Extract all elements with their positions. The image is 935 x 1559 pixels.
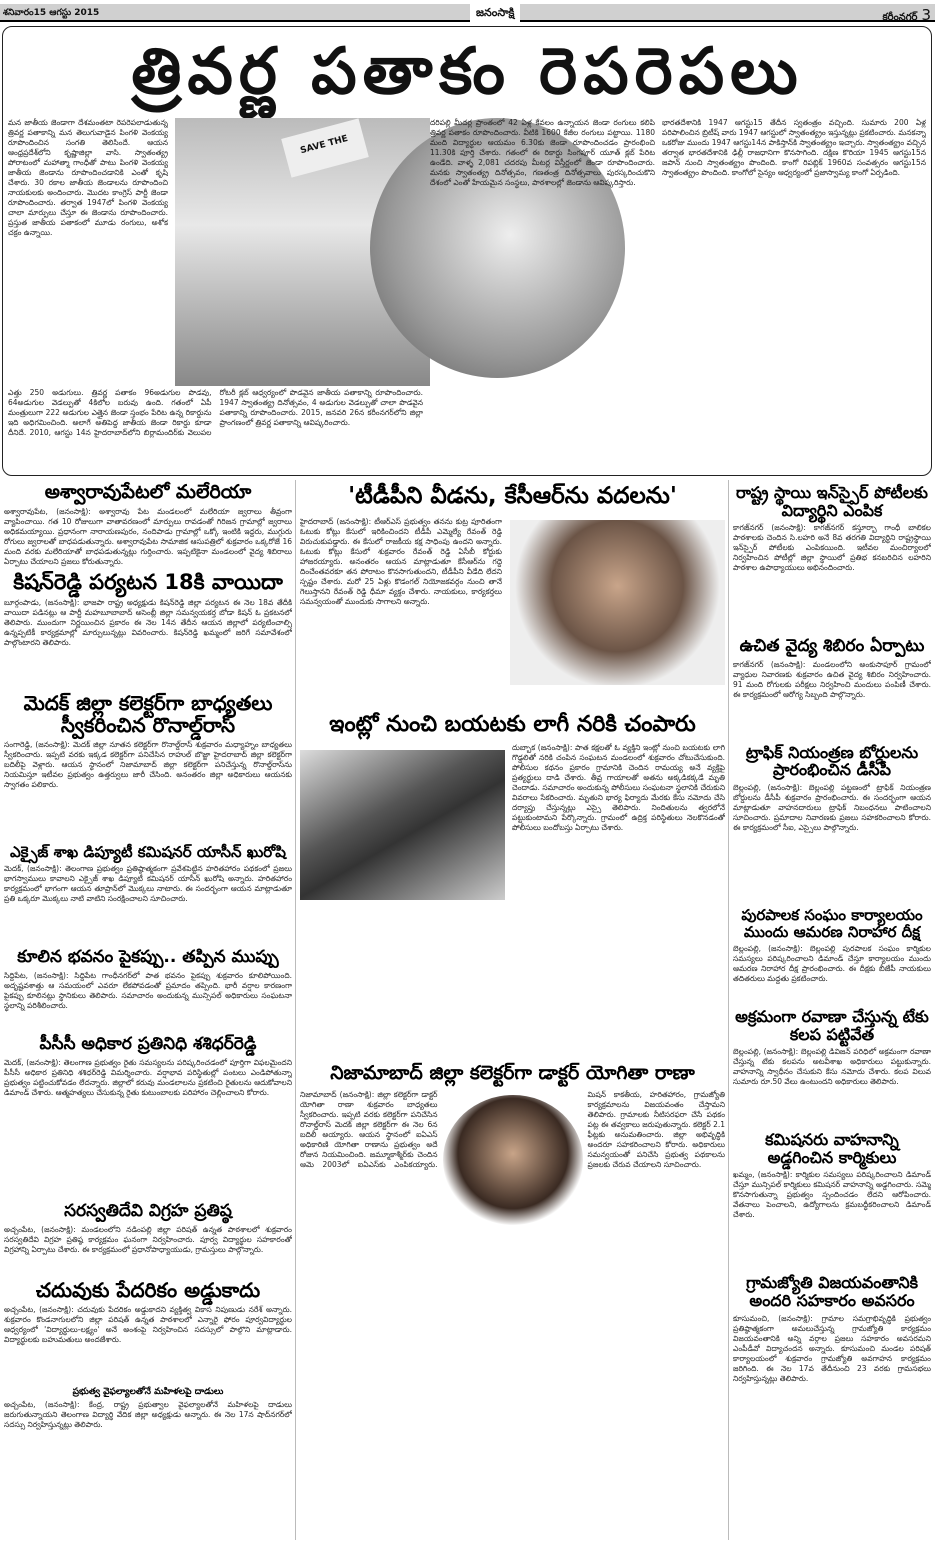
headline: అశ్వారావుపేటలో మలేరియా (44, 481, 252, 503)
article-body: అచ్చంపేట, (జనంసాక్షి): మండలంలోని నడింపల్లి జిల్లా పరిషత్ ఉన్నత పాఠశాలలో శుక్రవారం సరస్వతిదేవి విగ్రహ ప్రతిష్ఠ కార్యక్రమం ఘనంగా నిర్వహించారు. పూర్వ విద్యార్థుల సహకారంతో విగ్రహాన్ని ఏర్పాటు చేశారు. ఈ కార్యక్రమంలో ప్రధానోపాధ్యాయుడు, గ్రామస్తులు పాల్గొన్నారు. (4, 1224, 292, 1254)
article-saraswati (4, 1202, 292, 1275)
article-body: మెదక్, (జనంసాక్షి): తెలంగాణ ప్రభుత్వం రైతు సమస్యలను పరిష్కరించడంలో పూర్తిగా విఫలమైందని పీసీసీ అధికార ప్రతినిధి శశిధర్‌రెడ్డి విమర్శించారు. వర్షాభావ పరిస్థితుల్లో పంటలు ఎండిపోతున్నా ప్రభుత్వం పట్టించుకోవడం లేదన్నారు. జిల్లాలో కరువు మండలాలను ప్రకటించి రైతులను ఆదుకోవాలని డిమాండ్ చేశారు. ఆత్మహత్యలు చేసుకున్న రైతు కుటుంబాలకు పరిహారం చెల్లించాలని కోరారు. (4, 1057, 292, 1097)
article-medak (4, 692, 292, 840)
article-body: బెల్లంపల్లి, (జనంసాక్షి): బెల్లంపల్లి డివిజన్ పరిధిలో అక్రమంగా రవాణా చేస్తున్న టేకు కలపను అటవీశాఖ అధికారులు పట్టుకున్నారు. వాహనాన్ని స్వాధీనం చేసుకుని కేసు నమోదు చేశారు. కలప విలువ సుమారు రూ.50 వేలు ఉంటుందని అధికారులు తెలిపారు. (733, 1047, 931, 1087)
headline: ఉచిత వైద్య శిబిరం ఏర్పాటు (739, 636, 925, 657)
column-divider (728, 480, 729, 1540)
article-body: సిద్దిపేట, (జనంసాక్షి): సిద్దిపేట గాంధీనగర్‌లో పాత భవనం పైకప్పు శుక్రవారం కూలిపోయింది. అదృష్టవశాత్తు ఆ సమయంలో ఎవరూ లేకపోవడంతో ప్రమాదం తప్పింది. భారీ వర్షాల కారణంగా పైకప్పు కూలినట్లు స్థానికులు తెలిపారు. సమాచారం అందుకున్న మున్సిపల్ అధికారులు సంఘటనా స్థలాన్ని పరిశీలించారు. (4, 971, 292, 1011)
headline: ఇంట్లో నుంచి బయటకు లాగీ నరికి చంపారు (329, 712, 696, 737)
article-education (4, 1279, 292, 1441)
article-traffic (733, 744, 931, 903)
article-malaria (4, 482, 292, 567)
headline: మెదక్ జిల్లా కలెక్టర్‌గా బాధ్యతలు స్వీకరించిన రొనాల్డ్‌రాస్ (23, 690, 273, 737)
article-body: మెదక్, (జనంసాక్షి): తెలంగాణ ప్రభుత్వం ప్రతిష్ఠాత్మకంగా ప్రవేశపెట్టిన హరితహారం పథకంలో ప్రజలు భాగస్వాములు కావాలని ఎక్సైజ్ శాఖ డిప్యూటీ కమిషనర్ యాసీన్ ఖురోషి అన్నారు. హరితహారం కార్యక్రమంలో భాగంగా ఆయన తూప్రాన్‌లో మొక్కలు నాటారు. ఈ సందర్భంగా ఆయన మాట్లాడుతూ ప్రతి ఒక్కరూ మొక్కలు నాటి వాటిని సంరక్షించాలని సూచించారు. (4, 864, 292, 904)
article-excise (4, 844, 292, 945)
article-commissioner (733, 1131, 931, 1270)
headline: ట్రాఫిక్ నియంత్రణ బోర్డులను ప్రారంభించిన డీసీపీ (745, 742, 919, 780)
page-number: 3 (921, 6, 931, 24)
article-teak (733, 1008, 931, 1127)
article-body: హైదరాబాద్ (జనంసాక్షి): టీఆర్‌ఎస్ ప్రభుత్వం తనను కుట్ర పూరితంగా ఓటుకు కోట్లు కేసులో ఇరికించిందని టీడీపీ ఎమ్మెల్యే రేవంత్ రెడ్డి విరుచుకుపడ్డారు. ఈ కేసులో రాజకీయ కక్ష సాధింపు ఉందని అన్నారు. ఓటుకు కోట్లు కేసులో శుక్రవారం రేవంత్ రెడ్డి ఏసీబీ కోర్టుకు హాజరయ్యారు. అనంతరం ఆయన మాట్లాడుతూ కేసీఆర్‌ను గద్దె దించేంతవరకూ తన పోరాటం కొనసాగుతుందని, టీడీపీని వీడేది లేదని స్పష్టం చేశారు. మరో 25 ఏళ్లు కొడంగల్ నియోజకవర్గం నుంచి తానే గెలుస్తానని రేవంత్ రెడ్డి ధీమా వ్యక్తం చేశారు. నాయకులు, కార్యకర్తలు సమన్వయంతో ముందుకు సాగాలని అన్నారు. (300, 517, 502, 607)
article-body: అచ్చంపేట, (జనంసాక్షి): చదువుకు పేదరికం అడ్డుకాదని వ్యక్తిత్వ వికాస నిపుణుడు నరేశ్ అన్నారు. శుక్రవారం కొండనాగులలోని జిల్లా పరిషత్ ఉన్నత పాఠశాలలో ఎన్నారై ఫోరం పూర్వవిద్యార్థుల ఆధ్వర్యంలో 'విద్యార్థులు-లక్ష్యం' అనే అంశంపై నిర్వహించిన సదస్సులో పాల్గొని మాట్లాడారు. విద్యార్థులకు బహుమతులు అందజేశారు. (4, 1304, 292, 1344)
article-body: దుబ్బాక (జనంసాక్షి): పాత కక్షలతో ఓ వ్యక్తిని ఇంట్లో నుంచి బయటకు లాగి గొడ్డలితో నరికి చంపిన సంఘటన మండలంలో శుక్రవారం చోటుచేసుకుంది. పోలీసుల కథనం ప్రకారం గ్రామానికి చెందిన రామయ్య అనే వ్యక్తిపై ప్రత్యర్థులు దాడి చేశారు. తీవ్ర గాయాలతో అతను అక్కడికక్కడే మృతి చెందాడు. సమాచారం అందుకున్న పోలీసులు సంఘటనా స్థలానికి చేరుకుని వివరాలు సేకరించారు. మృతుని భార్య ఫిర్యాదు మేరకు కేసు నమోదు చేసి దర్యాప్తు చేస్తున్నట్లు ఎస్సై తెలిపారు. నిందితులను త్వరలోనే పట్టుకుంటామని పేర్కొన్నారు. గ్రామంలో ఉద్రిక్త పరిస్థితులు నెలకొనడంతో పోలీసులు బందోబస్తు ఏర్పాటు చేశారు. (512, 743, 725, 833)
headline: కిషన్‌రెడ్డి పర్యటన 18కి వాయిదా (13, 569, 283, 594)
article-inspire (733, 484, 931, 633)
feature-text-right2: భారతదేశానికి 1947 ఆగస్టు15 తేదీన స్వతంత్రం వచ్చింది. సుమారు 200 ఏళ్ల పరిపాలించిన బ్రిటీష్ వారు 1947 ఆగస్టులో స్వాతంత్య్రం ఇస్తున్నట్లు ప్రకటించారు. మనకన్నా ఒకరోజు ముందు 1947 ఆగస్టు14న పాకిస్తాన్‌కి స్వాతంత్య్రం ఇచ్చారు. స్వాతంత్య్రం వచ్చిన తర్వాత భారతదేశానికి ఢిల్లీ రాజధానిగా కొనసాగింది. దక్షిణ కొరియా 1945 ఆగస్టు15న జపాన్ నుంచి స్వాతంత్య్రం పొందింది. కాంగో రిపబ్లిక్ 1960వ సంవత్సరం ఆగస్టు15న స్వాతంత్య్రం పొందింది. కాంగోలో సైన్యం ఆధ్వర్యంలో ప్రజాస్వామ్య కాంగో ఏర్పడింది. (662, 118, 926, 177)
article-murder (300, 705, 725, 993)
headline: గ్రామజ్యోతి విజయవంతానికి అందరి సహకారం అవసరం (746, 1273, 918, 1311)
article-gramajyothi (733, 1274, 931, 1423)
edition-name: కరీంనగర్ (882, 12, 918, 23)
feature-text-bottom: ఎత్తు 250 అడుగులు. త్రివర్ణ పతాకం 96అడుగుల పొడవు, 64అడుగుల వెడల్పుతో 4కిలోల బరువు ఉంది. గతంలో ఏపీ మంత్రులుగా 222 అడుగుల ఎత్తైన జెండా స్తంభం పేరిట ఉన్న రికార్డును ఇది అధిగమించింది. అలాగే అతిపెద్ద జాతీయ జెండా రికార్డు కూడా దీనిదే. 2010, ఆగస్టు 14న హైదరాబాద్‌లోని బిర్లామందిర్‌కు వెలుపల రోటరీ క్లబ్ ఆధ్వర్యంలో పొడవైన జాతీయ పతాకాన్ని రూపొందించారు. 1947 స్వాతంత్య్ర దినోత్సవం, 4 అడుగుల వెడల్పుతో చాలా పొడవైన పతాకాన్ని రూపొందించారు. 2015, జనవరి 26న కరీంనగర్‌లోని జిల్లా ప్రాంగణంలో త్రివర్ణ పతాకాన్ని ఆవిష్కరించారు. (8, 388, 423, 437)
headline: కూలిన భవనం పైకప్పు.. తప్పిన ముప్పు (17, 947, 279, 968)
article-body: బూర్గంపాడు, (జనంసాక్షి): భాజపా రాష్ట్ర అధ్యక్షుడు కిషన్‌రెడ్డి జిల్లా పర్యటన ఈ నెల 18వ తేదీకి వాయిదా పడినట్లు ఆ పార్టీ మహబూబాబాద్ అసెంబ్లీ జిల్లా సమన్వయకర్త బోడా కిషన్ ఓ ప్రకటనలో తెలిపారు. ముందుగా నిర్ణయించిన ప్రకారం ఈ నెల 14న తేదీన ఆయన జిల్లాలో పర్యటించాల్సి ఉన్నప్పటికీ కార్యక్రమాల్లో మార్పులున్నట్లు వివరించారు. కిషన్‌రెడ్డి ఖమ్మంలో జరిగే సమావేశంలో పాల్గొంటారని తెలిపారు. (4, 597, 292, 647)
headline: పీసీసీ అధికార ప్రతినిధి శశిధర్‌రెడ్డి (39, 1034, 257, 1055)
feature-text-left: మన జాతీయ జెండాగా దేశమంతటా రెపరెపలాడుతున్న త్రివర్ణ పతాకాన్ని మన తెలుగువాడైన పింగళి వెంకయ్య రూపొందించిన సంగతి తెలిసిందే. ఆయన ఆంధ్రప్రదేశ్‌లోని కృష్ణాజిల్లా వాసి. స్వాతంత్య్ర పోరాటంలో మహాత్మా గాంధీతో పాటు పింగళి వెంకయ్య జాతీయ జెండాను రూపొందించడానికి ఎంతో కృషి చేశారు. 30 రకాల జాతీయ జెండాలను రూపొందించి నాయకులకు అందించారు. మొదట కాంగ్రెస్ పార్టీ జెండా రూపొందించారు. తర్వాత 1947లో పింగళి వెంకయ్య చాలా మార్పులు చేస్తూ ఈ జెండాను రూపొందించారు. ప్రస్తుత జాతీయ పతాకంలో మూడు రంగులు, అశోక చక్రం ఉన్నాయి. (8, 118, 168, 237)
article-body: అశ్వారావుపేట, (జనంసాక్షి): అశ్వారావు పేట మండలంలో మలేరియా జ్వరాలు తీవ్రంగా వ్యాపించాయి. గత 10 రోజులుగా వాతావరణంలో మార్పులు రావడంతో గిరిజన గ్రామాల్లో జ్వరాలు అధికమయ్యాయి. ప్రధానంగా నారాయణపురం, నందిపాడు గ్రామాల్లో ఒక్కో ఇంటికి ఇద్దరు, ముగ్గురు రోగులు జ్వరాలతో బాధపడుతున్నారు. అశ్వారావుపేట సామాజిక ఆసుపత్రిలో శుక్రవారం ఒక్కరోజే 16 మంది వరకు మలేరియాతో బాధపడుతున్నట్లు గుర్తించారు. ఇప్పటికైనా మండలంలో వైద్య శిబిరాలు ఏర్పాటు చేయాలని ప్రజలు కోరుతున్నారు. (4, 506, 292, 566)
column-divider (295, 480, 296, 1540)
article-pcc (4, 1035, 292, 1198)
headline: చదువుకు పేదరికం అడ్డుకాదు (35, 1277, 261, 1302)
article-body: కాగజ్‌నగర్ (జనంసాక్షి): మండలంలోని అంకుసాపూర్ గ్రామంలో వ్యాధుల నివారణకు శుక్రవారం ఉచిత వైద్య శిబిరం నిర్వహించారు. 91 మంది రోగులకు పరీక్షలు నిర్వహించి మందులు పంపిణీ చేశారు. ఈ కార్యక్రమంలో ఆరోగ్య సిబ్బంది పాల్గొన్నారు. (733, 659, 931, 699)
article-body: సంగారెడ్డి, (జనంసాక్షి): మెదక్ జిల్లా నూతన కలెక్టర్‌గా రొనాల్డ్‌రాస్ శుక్రవారం మధ్యాహ్నం బాధ్యతలు స్వీకరించారు. ఇప్పటి వరకు ఇక్కడ కలెక్టర్‌గా పనిచేసిన రాహుల్ బొజ్జా హైదరాబాద్ జిల్లా కలెక్టర్‌గా బదిలీపై వెళ్లారు. ఆయన స్థానంలో నిజామాబాద్ జిల్లా కలెక్టర్‌గా పనిచేస్తున్న రొనాల్డ్‌రాస్‌ను నియమిస్తూ ఇటీవల ప్రభుత్వం ఉత్తర్వులు జారీ చేసింది. అనంతరం జిల్లా అధికారులు ఆయనకు స్వాగతం పలికారు. (4, 739, 292, 789)
article-hunger (733, 907, 931, 1004)
article-body: ఖమ్మం, (జనంసాక్షి): కార్మికుల సమస్యలు పరిష్కరించాలని డిమాండ్ చేస్తూ మున్సిపల్ కార్మికులు కమిషనర్ వాహనాన్ని అడ్డగించారు. సమ్మె కొనసాగుతున్నా ప్రభుత్వం స్పందించడం లేదని ఆరోపించారు. వేతనాలు పెంచాలని, ఉద్యోగాలను క్రమబద్ధీకరించాలని డిమాండ్ చేశారు. (733, 1170, 931, 1220)
article-body: బెల్లంపల్లి, (జనంసాక్షి): బెల్లంపల్లి పురపాలక సంఘం కార్మికుల సమస్యలు పరిష్కరించాలని డిమాండ్ చేస్తూ కార్యాలయం ముందు ఆమరణ నిరాహార దీక్ష ప్రారంభించారు. ఈ దీక్షకు బీజేపీ నాయకులు తదితరులు మద్దతు ప్రకటించారు. (733, 944, 931, 984)
article-kishan (4, 571, 292, 688)
headline: 'టీడీపీని వీడను, కేసీఆర్‌ను వదలను' (348, 483, 677, 509)
headline: సరస్వతిదేవి విగ్రహ ప్రతిష్ఠ (64, 1200, 232, 1221)
revanth-reddy-photo (510, 520, 725, 685)
article-body: కాగజ్‌నగర్ (జనంసాక్షి): కాగజ్‌నగర్ కస్తూర్బా గాంధీ బాలికల పాఠశాలకు చెందిన సి.లహరి అనే 8వ తరగతి విద్యార్థిని రాష్ట్రస్థాయి ఇన్‌స్పైర్ పోటీలకు ఎంపికయింది. ఇటీవల మంచిర్యాలలో నిర్వహించిన పోటీల్లో జిల్లా స్థాయిలో ప్రతిభ కనబరిచిన లహరిని పాఠశాల ఉపాధ్యాయులు అభినందించారు. (733, 523, 931, 573)
right-column (733, 480, 931, 1424)
headline: ఎక్సైజ్ శాఖ డిప్యూటీ కమిషనర్ యాసీన్ ఖురోషి (10, 842, 286, 861)
feature-text-right1: దరిపల్లి మీదర్ల ప్రాంతంలో 42 ఏళ్ల కేవలం ఉన్నాయన జెండా రంగులు కలిపి త్రివర్ణ పతాకం రూపొందించారు. వీటికి 1600 కేజీల రంగులు పట్టాయి. 1180 మంది విద్యార్థుల ఆయమం 6.30కు జెండా రూపొందించడం ప్రారంభించి 11.30కి పూర్తి చేశారు. గతంలో ఈ రికార్డు సింగపూర్ యూత్ క్లబ్ పేరిట ఉండేది. వాళ్ళ 2,081 చదరపు మీటర్ల విస్తీర్ణంలో జెండా రూపొందించారు. మనకు స్వాతంత్య్ర దినోత్సవం, గణతంత్ర దినోత్సవాలు పురస్కరించుకొని దేశంలో ఎంతో హేయమైన సంస్థలు, పాఠశాలల్లో జెండాను ఆవిష్కరిస్తారు. (430, 118, 655, 187)
page-header (0, 4, 935, 22)
left-column (4, 480, 292, 1440)
headline: అక్రమంగా రవాణా చేస్తున్న టేకు కలప పట్టివేత (735, 1007, 929, 1044)
edition-page (882, 6, 931, 25)
article-body: నిజామాబాద్ (జనంసాక్షి): జిల్లా కలెక్టర్‌గా డాక్టర్ యోగితా రాణా శుక్రవారం బాధ్యతలు స్వీకరించారు. ఇప్పటి వరకు కలెక్టర్‌గా పనిచేసిన రొనాల్డ్‌రాస్ మెదక్ జిల్లా కలెక్టర్‌గా ఈ నెల 6న బదిలీ అయ్యారు. ఆయన స్థానంలో ఐఏఎస్ అధికారిణి యోగితా రాణాను ప్రభుత్వం అదే రోజున నియమించింది. జమ్మూకాశ్మీర్‌కు చెందిన ఆమె 2003లో ఐఏఎస్‌కు ఎంపికయ్యారు. మిషన్ కాకతీయ, హరితహారం, గ్రామజ్యోతి కార్యక్రమాలను విజయవంతం చేస్తామని తెలిపారు. గ్రామాలకు నీటిసరఫరా చేసే పథకం పట్ల ఈ తవ్వకాలు జరుపుతున్నారు. కలెక్టర్ 2.1 ఫీట్లకు అనుమతించారు. జిల్లా అభివృద్ధికి అందరూ సహకరించాలని కోరారు. అధికారులు సమన్వయంతో పనిచేసి ప్రభుత్వ పథకాలను ప్రజలకు చేరువ చేయాలని సూచించారు. (300, 1089, 725, 1169)
headline: రాష్ట్ర స్థాయి ఇన్‌స్పైర్ పోటీలకు విద్యార్థిని ఎంపిక (736, 483, 928, 520)
article-yogita (300, 1055, 725, 1520)
article-body: బెల్లంపల్లి, (జనంసాక్షి): బెల్లంపల్లి పట్టణంలో ట్రాఫిక్ నియంత్రణ బోర్డులను డీసీపీ శుక్రవారం ప్రారంభించారు. ఈ సందర్భంగా ఆయన మాట్లాడుతూ వాహనదారులు ట్రాఫిక్ నిబంధనలు పాటించాలని సూచించారు. ప్రమాదాల నివారణకు ప్రజలు సహకరించాలని కోరారు. ఈ కార్యక్రమంలో సీఐ, ఎస్సైలు పాల్గొన్నారు. (733, 783, 931, 833)
issue-date: శనివారం15 ఆగస్టు 2015 (3, 8, 100, 18)
headline: పురపాలక సంఘం కార్యాలయం ముందు ఆమరణ నిరాహార దీక్ష (741, 906, 923, 941)
sub-article-body: అచ్చంపేట, (జనంసాక్షి): కేంద్ర, రాష్ట్ర ప్రభుత్వాల వైఫల్యాలతోనే మహిళలపై దాడులు జరుగుతున్నాయని తెలంగాణ విద్యార్థి వేదిక జిల్లా అధ్యక్షుడు అన్నారు. ఈ నెల 17న షాద్‌నగర్‌లో సదస్సు నిర్వహిస్తున్నట్లు తెలిపారు. (4, 1400, 292, 1430)
feature-headline: త్రివర్ణ పతాకం రెపరెపలు (131, 35, 804, 109)
headline: కమిషనరు వాహనాన్ని అడ్డగించిన కార్మికులు (765, 1130, 899, 1167)
yogita-rana-photo (443, 1095, 583, 1225)
headline: నిజామాబాద్ జిల్లా కలెక్టర్‌గా డాక్టర్ యోగితా రాణా (330, 1062, 695, 1084)
article-body: కూసుమంచి, (జనంసాక్షి): గ్రామాల సమగ్రాభివృద్ధికి ప్రభుత్వం ప్రతిష్ఠాత్మకంగా అమలుచేస్తున్న గ్రామజ్యోతి కార్యక్రమం విజయవంతానికి అన్ని వర్గాల ప్రజలు సహకారం అవసరమని ఎంపీడీవో విద్యాచందన అన్నారు. కూసుమంచి మండల పరిషత్ కార్యాలయంలో శుక్రవారం గ్రామజ్యోతి అవగాహన కార్యక్రమం జరిగింది. ఈ నెల 17వ తేదీనుంచి 23 వరకు గ్రామసభలు నిర్వహిస్తున్నట్లు తెలిపారు. (733, 1313, 931, 1383)
article-medical (733, 637, 931, 740)
photo-sign: SAVE THE (281, 118, 369, 177)
article-roof (4, 948, 292, 1031)
subheadline: ప్రభుత్వ వైఫల్యాలతోనే మహిళలపై దాడులు (72, 1386, 224, 1397)
axe-photo (300, 750, 505, 900)
newspaper-logo: జనంసాక్షి (470, 4, 520, 22)
